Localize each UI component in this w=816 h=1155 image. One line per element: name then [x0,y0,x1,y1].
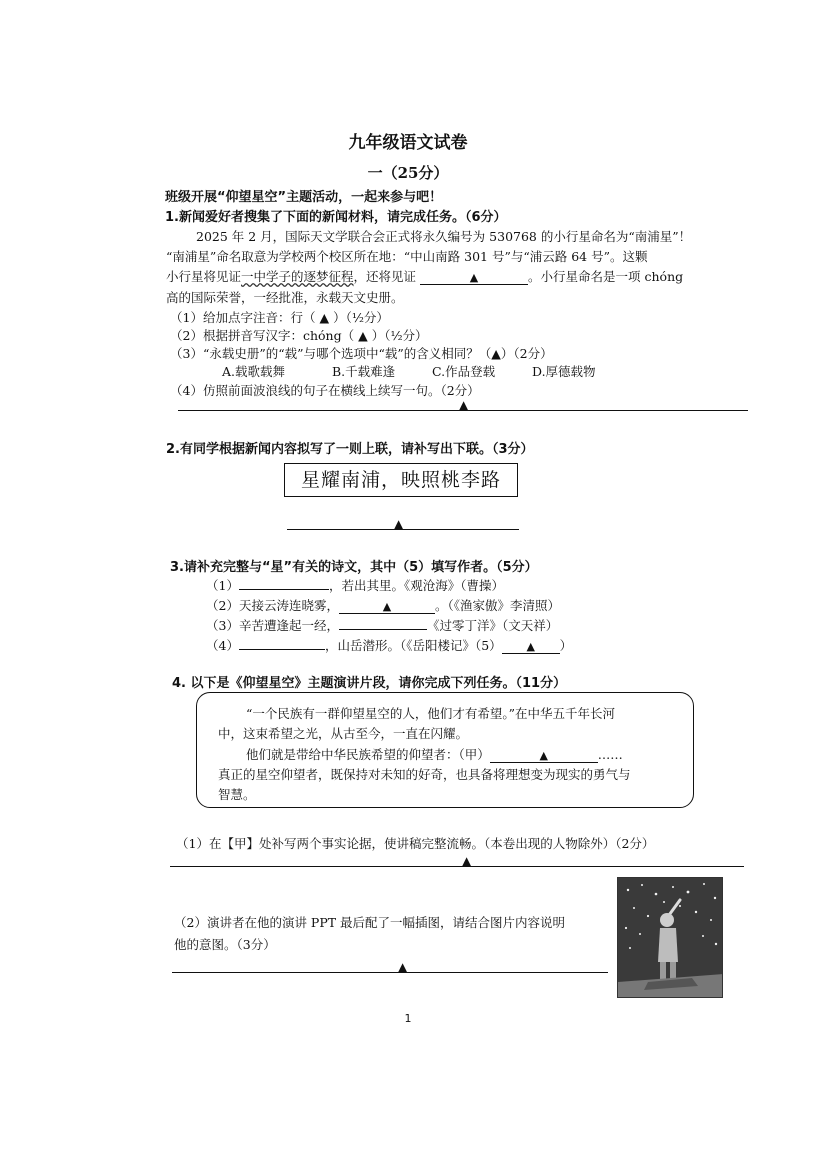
q1-news-line-3 [166,267,683,285]
q1-sub1 [170,308,389,326]
q3-line2-text: （2）天接云涛连晓雾， [206,598,339,613]
q1-sub3-points: ）（2分） [500,346,553,361]
speech-line-5: 智慧。 [218,787,256,802]
answer-marker: ▲ [398,960,408,974]
q4-sub1-answer-line[interactable] [170,866,744,867]
answer-marker: ▲ [469,271,479,284]
stargazer-illustration [617,877,723,998]
answer-marker[interactable]: ▲ [319,310,330,325]
q3-line4-close: ） [559,638,573,653]
q1-continuation-blank[interactable] [420,272,528,285]
q3-line3-source: 《过零丁洋》（文天祥） [426,618,559,633]
q1-sub4: （4）仿照前面波浪线的句子在横线上续写一句。（2分） [170,383,480,398]
answer-marker: ▲ [459,398,469,412]
speech-line-1: “一个民族有一群仰望星空的人，他们才有希望。”在中华五千年长河 [246,706,616,721]
q1-heading: 1.新闻爱好者搜集了下面的新闻材料，请完成任务。（6分） [165,210,507,225]
q3-line1-text: ，若出其里。《观沧海》（曹操） [328,578,504,593]
q1-option-d[interactable]: D.厚德载物 [532,364,596,379]
q3-line4-source: ，山岳潜形。（《岳阳楼记》（5） [324,638,502,653]
q1-news-line-4: 高的国际荣誉，一经批准，永载天文史册。 [166,290,404,305]
answer-marker: ▲ [526,640,535,653]
q3-blank-5-author[interactable] [502,641,560,654]
q4-sub2-line-1: （2）演讲者在他的演讲 PPT 最后配了一幅插图，请结合图片内容说明 [174,915,566,930]
q1-line3-start: 小行星将见证 [166,269,242,284]
speech-line-2: 中，这束希望之光，从古至今，一直在闪耀。 [218,726,469,741]
answer-marker: ▲ [539,749,548,762]
speech-line-4: 真正的星空仰望者，既保持对未知的好奇，也具备将理想变为现实的勇气与 [218,767,631,782]
q1-wavy-phrase: 一中学子的逐梦征程 [241,269,354,284]
activity-intro: 班级开展“仰望星空”主题活动，一起来参与吧！ [165,190,443,205]
exam-title: 九年级语文试卷 [348,133,468,153]
q1-option-a[interactable]: A.载歌载舞 [222,364,286,379]
q2-heading: 2.有同学根据新闻内容拟写了一则上联，请补写出下联。（3分） [166,442,534,457]
page-number: 1 [404,1012,412,1025]
speech-line-3 [246,745,623,763]
q3-line4-num: （4） [206,638,239,653]
q4-sub2-line-2: 他的意图。（3分） [174,937,276,952]
q1-news-line-1: 2025 年 2 月，国际天文学联合会正式将永久编号为 530768 的小行星命名为“南浦星”！ [196,229,692,244]
couplet-first-line: 星耀南浦，映照桃李路 [284,463,518,497]
q3-line-1 [206,576,504,594]
answer-marker: ▲ [462,854,472,868]
q4-sub2-answer-line[interactable] [172,972,608,973]
q1-sub2-points: ）（½分） [371,328,428,343]
q1-option-b[interactable]: B.千载难逢 [332,364,396,379]
q3-line-3 [206,616,558,634]
q1-line3-mid: ，还将见证 [353,269,417,284]
q3-line-2 [206,596,560,614]
q1-line3-end: 。小行星命名是一项 chóng [528,269,684,284]
speech-ellipsis: …… [597,747,623,762]
q1-sub2 [170,326,428,344]
section-heading: 一（25分） [367,164,449,182]
q4-jia-blank[interactable] [490,750,598,763]
stargazer-illustration-svg [618,878,723,998]
q3-blank-4[interactable] [239,637,325,650]
speech-line3-text: 他们就是带给中华民族希望的仰望者：（甲） [246,747,490,762]
q1-option-c[interactable]: C.作品登载 [432,364,496,379]
q3-line3-text: （3）辛苦遭逢起一经， [206,618,339,633]
q3-blank-3[interactable] [339,617,427,630]
q3-line2-source: 。（《渔家傲》李清照） [434,598,560,613]
q1-sub2-prompt: （2）根据拼音写汉字：chóng（ [170,328,355,343]
answer-marker[interactable]: ▲ [358,328,368,343]
q1-sub3-prompt: （3）“永载史册”的“载”与哪个选项中“载”的含义相同？（ [170,346,492,361]
q3-blank-1[interactable] [239,577,329,590]
q1-sub1-prompt: （1）给加点字注音：行（ [170,310,316,325]
q3-line-4 [206,636,572,654]
q3-line1-num: （1） [206,578,239,593]
q4-heading: 4. 以下是《仰望星空》主题演讲片段，请你完成下列任务。（11分） [172,676,567,691]
q4-sub1: （1）在【甲】处补写两个事实论据，使讲稿完整流畅。（本卷出现的人物除外）（2分） [176,836,655,851]
answer-marker: ▲ [382,600,392,613]
answer-marker: ▲ [394,517,404,531]
q1-news-line-2: “南浦星”命名取意为学校两个校区所在地：“中山南路 301 号”与“浦云路 64 号”。这颗 [166,249,648,264]
q1-sub1-points: ）（½分） [333,310,389,325]
q3-blank-2[interactable] [339,601,435,614]
answer-marker[interactable]: ▲ [491,346,501,361]
q3-heading: 3.请补充完整与“星”有关的诗文，其中（5）填写作者。（5分） [170,560,538,575]
q1-sub3 [170,344,553,362]
